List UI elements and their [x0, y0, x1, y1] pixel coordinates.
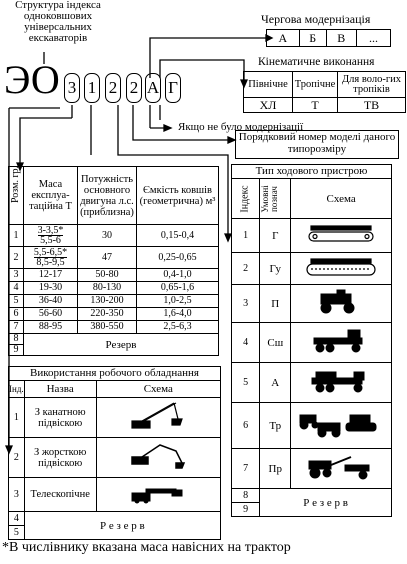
- size-row-power: 50-80: [78, 269, 137, 282]
- index-prefix: ЭО: [4, 57, 60, 102]
- size-row-n: 5: [9, 295, 24, 308]
- equipment-header-name: Назва: [24, 381, 96, 398]
- equipment-scheme-rigid: [96, 438, 220, 478]
- size-header-capacity: Ємкість ковшів (геометрична) м³: [137, 167, 219, 225]
- running-scheme-truck: [291, 363, 392, 403]
- size-row-mass: 36-40: [24, 295, 78, 308]
- index-digit-equipment: 2: [105, 73, 121, 103]
- size-row-capacity: 0,65-1,6: [137, 282, 219, 295]
- size-row-mass: 19-30: [24, 282, 78, 295]
- modernization-letter: В: [326, 30, 357, 47]
- size-header-power: Потужність основного двигуна л.с. (приблизна): [78, 167, 137, 225]
- size-row-power: 220-350: [78, 308, 137, 321]
- running-scheme-tractor: [291, 403, 392, 449]
- index-digit-model: 2: [126, 73, 142, 103]
- index-digit-modernization: А: [145, 73, 161, 103]
- running-row-code: Г: [260, 219, 291, 253]
- running-table: [231, 178, 392, 517]
- running-row-code: А: [260, 363, 291, 403]
- size-row-n: 6: [9, 308, 24, 321]
- running-row-code: Сш: [260, 323, 291, 363]
- running-row-code: П: [260, 285, 291, 323]
- modernization-table: [266, 29, 391, 47]
- climate-code: ТВ: [338, 98, 406, 113]
- equipment-header-index: Інд.: [9, 381, 25, 398]
- running-row-n: 2: [232, 253, 260, 285]
- size-header-group: Розм. гр.: [9, 167, 24, 225]
- size-row-power: 47: [78, 247, 137, 269]
- equipment-row-n: 4: [9, 512, 25, 526]
- size-row-n: 7: [9, 321, 24, 334]
- modernization-letter: Б: [299, 30, 326, 47]
- size-row-capacity: 2,5-6,3: [137, 321, 219, 334]
- running-scheme-special-chassis: [291, 323, 392, 363]
- size-row-capacity: 0,15-0,4: [137, 225, 219, 247]
- running-header-symbol: Умовні познач: [260, 179, 291, 219]
- running-scheme-pneumatic: [291, 285, 392, 323]
- size-row-capacity: 0,4-1,0: [137, 269, 219, 282]
- size-row-n: 3: [9, 269, 24, 282]
- modernization-title: Чергова модернізація: [261, 12, 371, 26]
- size-header-mass: Маса експлуа-таційна Т: [24, 167, 78, 225]
- size-row-mass: $\frac{5,5-6,5*}{8,5-9,5}$: [24, 247, 78, 269]
- index-digit-climate: Г: [165, 73, 181, 103]
- modernization-letter: А: [267, 30, 300, 47]
- equipment-row-name: З канатною підвіскою: [24, 398, 96, 438]
- footnote: *В числівнику вказана маса навісних на трактор: [2, 540, 291, 555]
- index-digit-running: 1: [84, 73, 100, 103]
- size-row-capacity: 0,25-0,65: [137, 247, 219, 269]
- running-row-n: 9: [232, 503, 260, 517]
- no-modernization-note: Якщо не було модернізації: [178, 121, 304, 133]
- size-row-power: 130-200: [78, 295, 137, 308]
- running-row-n: 8: [232, 489, 260, 503]
- running-row-n: 7: [232, 449, 260, 489]
- size-row-n: 8: [9, 334, 24, 345]
- running-row-code: Пр: [260, 449, 291, 489]
- equipment-row-n: 5: [9, 526, 25, 540]
- size-row-n: 9: [9, 345, 24, 356]
- running-row-code: Тр: [260, 403, 291, 449]
- climate-header: Для воло-гих тропіків: [338, 72, 406, 98]
- index-digit-size: 3: [64, 73, 80, 103]
- running-scheme-crawler: [291, 219, 392, 253]
- model-number-box: Порядковий номер моделі даного типорозміру: [235, 130, 399, 159]
- size-row-mass: 12-17: [24, 269, 78, 282]
- climate-header: Тропічне: [293, 72, 338, 98]
- size-row-capacity: 1,0-2,5: [137, 295, 219, 308]
- size-row-n: 2: [9, 247, 24, 269]
- structure-label: Структура індекса одноковшових універсальних екскаваторів: [15, 0, 101, 44]
- running-title: Тип ходового пристрою: [231, 164, 392, 178]
- climate-code: Т: [293, 98, 338, 113]
- running-scheme-trailer: [291, 449, 392, 489]
- equipment-row-n: 3: [9, 478, 25, 512]
- size-row-mass: $\frac{3-3,5*}{5,5-6}$: [24, 225, 78, 247]
- equipment-title: Використання робочого обладнання: [8, 366, 221, 380]
- running-header-index: Індекс: [232, 179, 260, 219]
- running-row-n: 1: [232, 219, 260, 253]
- running-reserve: Р е з е р в: [260, 489, 392, 517]
- running-header-scheme: Схема: [291, 179, 392, 219]
- size-row-capacity: 1,6-4,0: [137, 308, 219, 321]
- size-reserve: Резерв: [24, 334, 219, 356]
- equipment-scheme-telescopic: [96, 478, 220, 512]
- size-row-power: 30: [78, 225, 137, 247]
- climate-table: [243, 71, 406, 113]
- running-row-code: Гу: [260, 253, 291, 285]
- equipment-reserve: Р е з е р в: [24, 512, 220, 540]
- running-row-n: 4: [232, 323, 260, 363]
- size-row-n: 4: [9, 282, 24, 295]
- size-table: [8, 166, 219, 356]
- size-row-n: 1: [9, 225, 24, 247]
- climate-code: ХЛ: [244, 98, 293, 113]
- size-row-mass: 88-95: [24, 321, 78, 334]
- equipment-row-n: 1: [9, 398, 25, 438]
- equipment-row-name: З жорсткою підвіскою: [24, 438, 96, 478]
- equipment-table: [8, 380, 221, 540]
- equipment-row-n: 2: [9, 438, 25, 478]
- equipment-row-name: Телескопічне: [24, 478, 96, 512]
- running-row-n: 6: [232, 403, 260, 449]
- equipment-header-scheme: Схема: [96, 381, 220, 398]
- size-row-power: 380-550: [78, 321, 137, 334]
- equipment-scheme-cable: [96, 398, 220, 438]
- size-row-power: 80-130: [78, 282, 137, 295]
- running-row-n: 3: [232, 285, 260, 323]
- modernization-letter: ...: [357, 30, 391, 47]
- climate-title: Кінематичне виконання: [258, 56, 375, 68]
- size-row-mass: 56-60: [24, 308, 78, 321]
- running-row-n: 5: [232, 363, 260, 403]
- running-scheme-wide-crawler: [291, 253, 392, 285]
- climate-header: Північне: [244, 72, 293, 98]
